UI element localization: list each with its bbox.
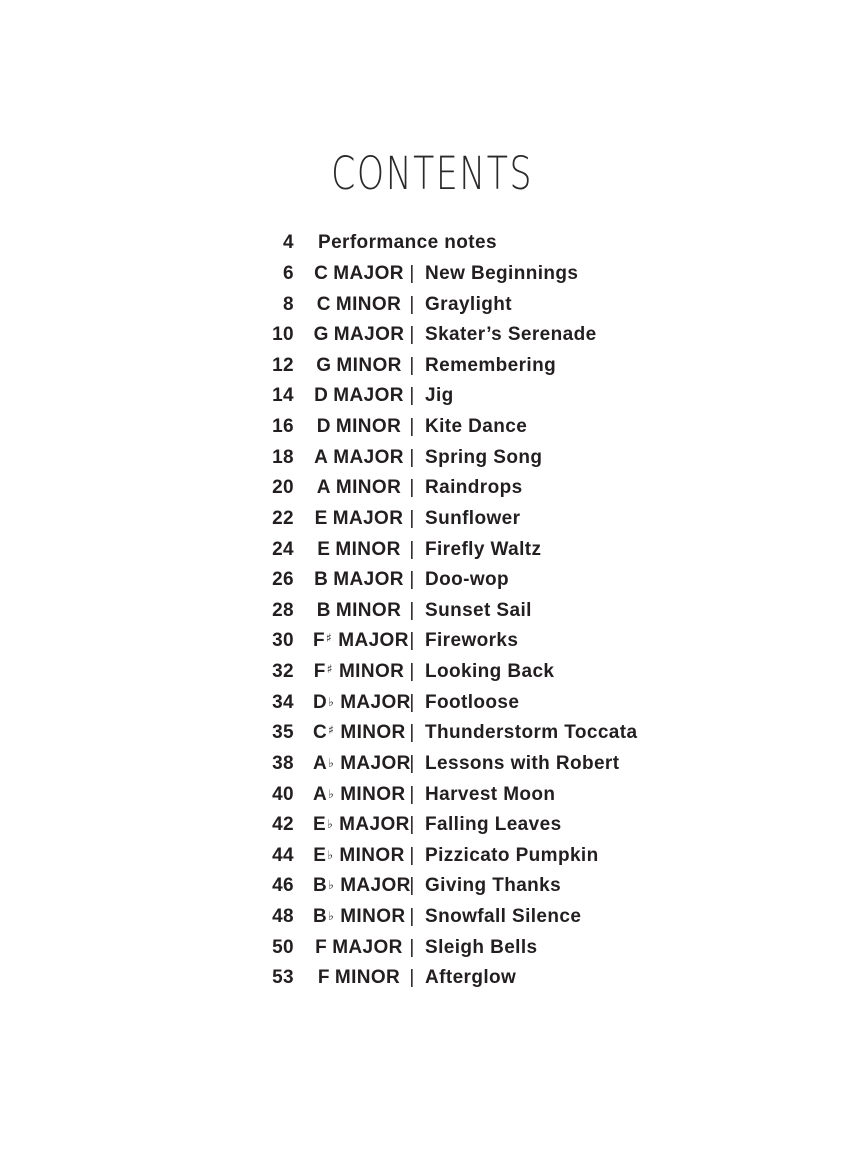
key-note: E xyxy=(317,538,331,560)
table-row xyxy=(250,687,830,718)
separator-pipe: | xyxy=(409,262,415,284)
key-mode: MINOR xyxy=(338,661,405,683)
key-note: A xyxy=(313,783,328,805)
piece-title: Fireworks xyxy=(425,630,519,652)
table-row xyxy=(250,565,830,596)
piece-title: Sunset Sail xyxy=(425,599,532,621)
table-row xyxy=(250,442,830,473)
separator-pipe: | xyxy=(409,844,415,866)
key-signature xyxy=(313,722,405,744)
separator-pipe: | xyxy=(409,538,415,560)
key-accidental-icon: ♯ xyxy=(326,631,333,646)
page-number: 34 xyxy=(272,691,294,713)
page-number: 32 xyxy=(272,661,294,683)
key-note: B xyxy=(316,599,331,621)
piece-title: Giving Thanks xyxy=(425,875,562,897)
page-number: 42 xyxy=(272,814,294,836)
separator-pipe: | xyxy=(409,385,415,407)
separator-pipe: | xyxy=(409,599,415,621)
key-accidental-icon: ♯ xyxy=(328,723,335,738)
key-signature xyxy=(313,814,410,836)
piece-title: Looking Back xyxy=(425,661,555,683)
table-row xyxy=(250,749,830,780)
key-note: F xyxy=(317,967,330,989)
piece-title: Thunderstorm Toccata xyxy=(425,722,638,744)
key-mode: MINOR xyxy=(335,538,401,560)
key-mode: MINOR xyxy=(335,293,402,315)
key-note: F xyxy=(313,661,326,683)
key-signature xyxy=(313,661,405,683)
table-row xyxy=(250,596,830,627)
table-row xyxy=(250,534,830,565)
key-signature xyxy=(313,355,405,377)
key-signature xyxy=(313,784,405,806)
table-row xyxy=(250,626,830,657)
key-note: E xyxy=(313,844,327,866)
table-row xyxy=(250,779,830,810)
table-row xyxy=(250,902,830,933)
table-row xyxy=(250,657,830,688)
key-note: F xyxy=(315,936,328,958)
page-title-container xyxy=(0,147,864,200)
page-number: 38 xyxy=(272,752,294,774)
key-signature xyxy=(313,875,411,897)
key-signature xyxy=(313,752,411,775)
key-note: C xyxy=(314,262,329,284)
table-row xyxy=(250,289,830,320)
table-row xyxy=(250,259,830,290)
table-row xyxy=(250,320,830,351)
key-mode: MINOR xyxy=(335,416,402,438)
key-signature xyxy=(313,294,405,316)
key-signature xyxy=(313,691,411,714)
key-mode: MAJOR xyxy=(332,507,404,529)
key-note: B xyxy=(314,569,329,591)
key-signature xyxy=(313,324,405,346)
key-note: F xyxy=(313,630,326,652)
separator-pipe: | xyxy=(409,569,415,591)
key-signature xyxy=(313,967,405,989)
key-signature xyxy=(313,263,405,285)
piece-title: Doo-wop xyxy=(425,569,510,591)
table-row xyxy=(250,228,830,259)
key-mode: MINOR xyxy=(336,354,402,376)
key-accidental-icon: ♭ xyxy=(327,847,334,862)
key-mode: MAJOR xyxy=(340,875,411,897)
piece-title: Afterglow xyxy=(425,967,517,989)
key-mode: MINOR xyxy=(340,722,406,744)
table-row xyxy=(250,718,830,749)
piece-title: New Beginnings xyxy=(425,262,579,284)
page-number: 53 xyxy=(272,967,294,989)
key-note: D xyxy=(313,691,328,713)
separator-pipe: | xyxy=(409,783,415,805)
separator-pipe: | xyxy=(409,752,415,774)
piece-title: Footloose xyxy=(425,691,520,713)
page-number: 46 xyxy=(272,875,294,897)
key-mode: MAJOR xyxy=(332,936,403,958)
key-signature xyxy=(313,906,405,928)
page-number: 44 xyxy=(272,844,294,866)
key-note: A xyxy=(313,752,328,774)
key-mode: MAJOR xyxy=(333,262,404,284)
key-mode: MAJOR xyxy=(333,569,404,591)
key-mode: MAJOR xyxy=(333,385,404,407)
separator-pipe: | xyxy=(409,967,415,989)
key-signature xyxy=(313,385,405,407)
key-accidental-icon: ♭ xyxy=(328,786,335,801)
page-number: 20 xyxy=(272,477,294,499)
key-accidental-icon: ♭ xyxy=(328,909,335,924)
piece-title: Sleigh Bells xyxy=(425,936,538,958)
table-row xyxy=(250,810,830,841)
separator-pipe: | xyxy=(409,936,415,958)
table-row xyxy=(250,841,830,872)
piece-title: Pizzicato Pumpkin xyxy=(425,844,599,866)
table-row xyxy=(250,412,830,443)
key-signature xyxy=(313,845,405,867)
page-number: 24 xyxy=(272,538,294,560)
page-number: 28 xyxy=(272,599,294,621)
key-mode: MINOR xyxy=(335,477,402,499)
separator-pipe: | xyxy=(409,722,415,744)
key-accidental-icon: ♭ xyxy=(327,817,334,832)
piece-title: Jig xyxy=(425,385,454,407)
separator-pipe: | xyxy=(409,477,415,499)
contents-list xyxy=(250,228,830,994)
piece-title: Snowfall Silence xyxy=(425,906,582,928)
table-row xyxy=(250,963,830,994)
piece-title: Sunflower xyxy=(425,507,521,529)
piece-title: Remembering xyxy=(425,354,557,376)
key-accidental-icon: ♭ xyxy=(328,878,335,893)
key-mode: MAJOR xyxy=(338,630,409,652)
page-number: 4 xyxy=(283,232,294,254)
key-note: B xyxy=(313,906,328,928)
table-row xyxy=(250,871,830,902)
key-signature xyxy=(313,569,405,591)
page-number: 16 xyxy=(272,416,294,438)
key-signature xyxy=(313,539,405,561)
page-number: 12 xyxy=(272,354,294,376)
separator-pipe: | xyxy=(409,507,415,529)
key-mode: MINOR xyxy=(340,906,406,928)
page-number: 26 xyxy=(272,569,294,591)
key-note: A xyxy=(316,477,331,499)
page-number: 22 xyxy=(272,507,294,529)
piece-title: Graylight xyxy=(425,293,513,315)
separator-pipe: | xyxy=(409,293,415,315)
key-note: G xyxy=(313,324,329,346)
piece-title: Raindrops xyxy=(425,477,523,499)
piece-title: Firefly Waltz xyxy=(425,538,542,560)
key-mode: MAJOR xyxy=(339,814,410,836)
page-number: 8 xyxy=(283,293,294,315)
table-row xyxy=(250,932,830,963)
separator-pipe: | xyxy=(409,354,415,376)
separator-pipe: | xyxy=(409,416,415,438)
piece-title: Lessons with Robert xyxy=(425,752,620,774)
key-mode: MINOR xyxy=(334,967,401,989)
page-number: 40 xyxy=(272,783,294,805)
key-signature xyxy=(313,937,405,959)
key-mode: MAJOR xyxy=(340,752,411,774)
separator-pipe: | xyxy=(409,630,415,652)
table-row xyxy=(250,351,830,382)
page-number: 14 xyxy=(272,385,294,407)
key-note: C xyxy=(313,722,328,744)
key-signature xyxy=(313,416,405,438)
key-note: C xyxy=(316,293,331,315)
separator-pipe: | xyxy=(409,446,415,468)
key-mode: MAJOR xyxy=(333,446,404,468)
table-row xyxy=(250,381,830,412)
key-accidental-icon: ♯ xyxy=(326,662,333,677)
key-note: E xyxy=(314,507,328,529)
page-number: 10 xyxy=(272,324,294,346)
page-number: 30 xyxy=(272,630,294,652)
key-signature xyxy=(313,600,405,622)
key-mode: MINOR xyxy=(340,783,406,805)
key-mode: MAJOR xyxy=(333,324,405,346)
piece-title: Performance notes xyxy=(318,232,497,254)
key-note: E xyxy=(313,814,327,836)
piece-title: Kite Dance xyxy=(425,416,528,438)
page-title: CONTENTS xyxy=(331,147,533,200)
key-accidental-icon: ♭ xyxy=(328,694,335,709)
page-number: 18 xyxy=(272,446,294,468)
key-signature xyxy=(313,508,405,530)
key-signature xyxy=(313,477,405,499)
key-note: D xyxy=(316,416,331,438)
page-number: 50 xyxy=(272,936,294,958)
key-note: G xyxy=(316,354,332,376)
separator-pipe: | xyxy=(409,691,415,713)
key-mode: MINOR xyxy=(339,844,405,866)
key-mode: MAJOR xyxy=(340,691,411,713)
table-row xyxy=(250,504,830,535)
page-number: 6 xyxy=(283,262,294,284)
page-number: 35 xyxy=(272,722,294,744)
separator-pipe: | xyxy=(409,324,415,346)
piece-title: Skater’s Serenade xyxy=(425,324,597,346)
key-signature xyxy=(313,630,409,652)
key-mode: MINOR xyxy=(335,599,402,621)
key-signature xyxy=(313,447,405,469)
key-accidental-icon: ♭ xyxy=(328,755,335,770)
separator-pipe: | xyxy=(409,875,415,897)
key-note: B xyxy=(313,875,328,897)
key-note: A xyxy=(314,446,329,468)
table-row xyxy=(250,473,830,504)
piece-title: Harvest Moon xyxy=(425,783,556,805)
piece-title: Falling Leaves xyxy=(425,814,562,836)
separator-pipe: | xyxy=(409,906,415,928)
separator-pipe: | xyxy=(409,661,415,683)
key-note: D xyxy=(314,385,329,407)
separator-pipe: | xyxy=(409,814,415,836)
page-number: 48 xyxy=(272,906,294,928)
piece-title: Spring Song xyxy=(425,446,543,468)
